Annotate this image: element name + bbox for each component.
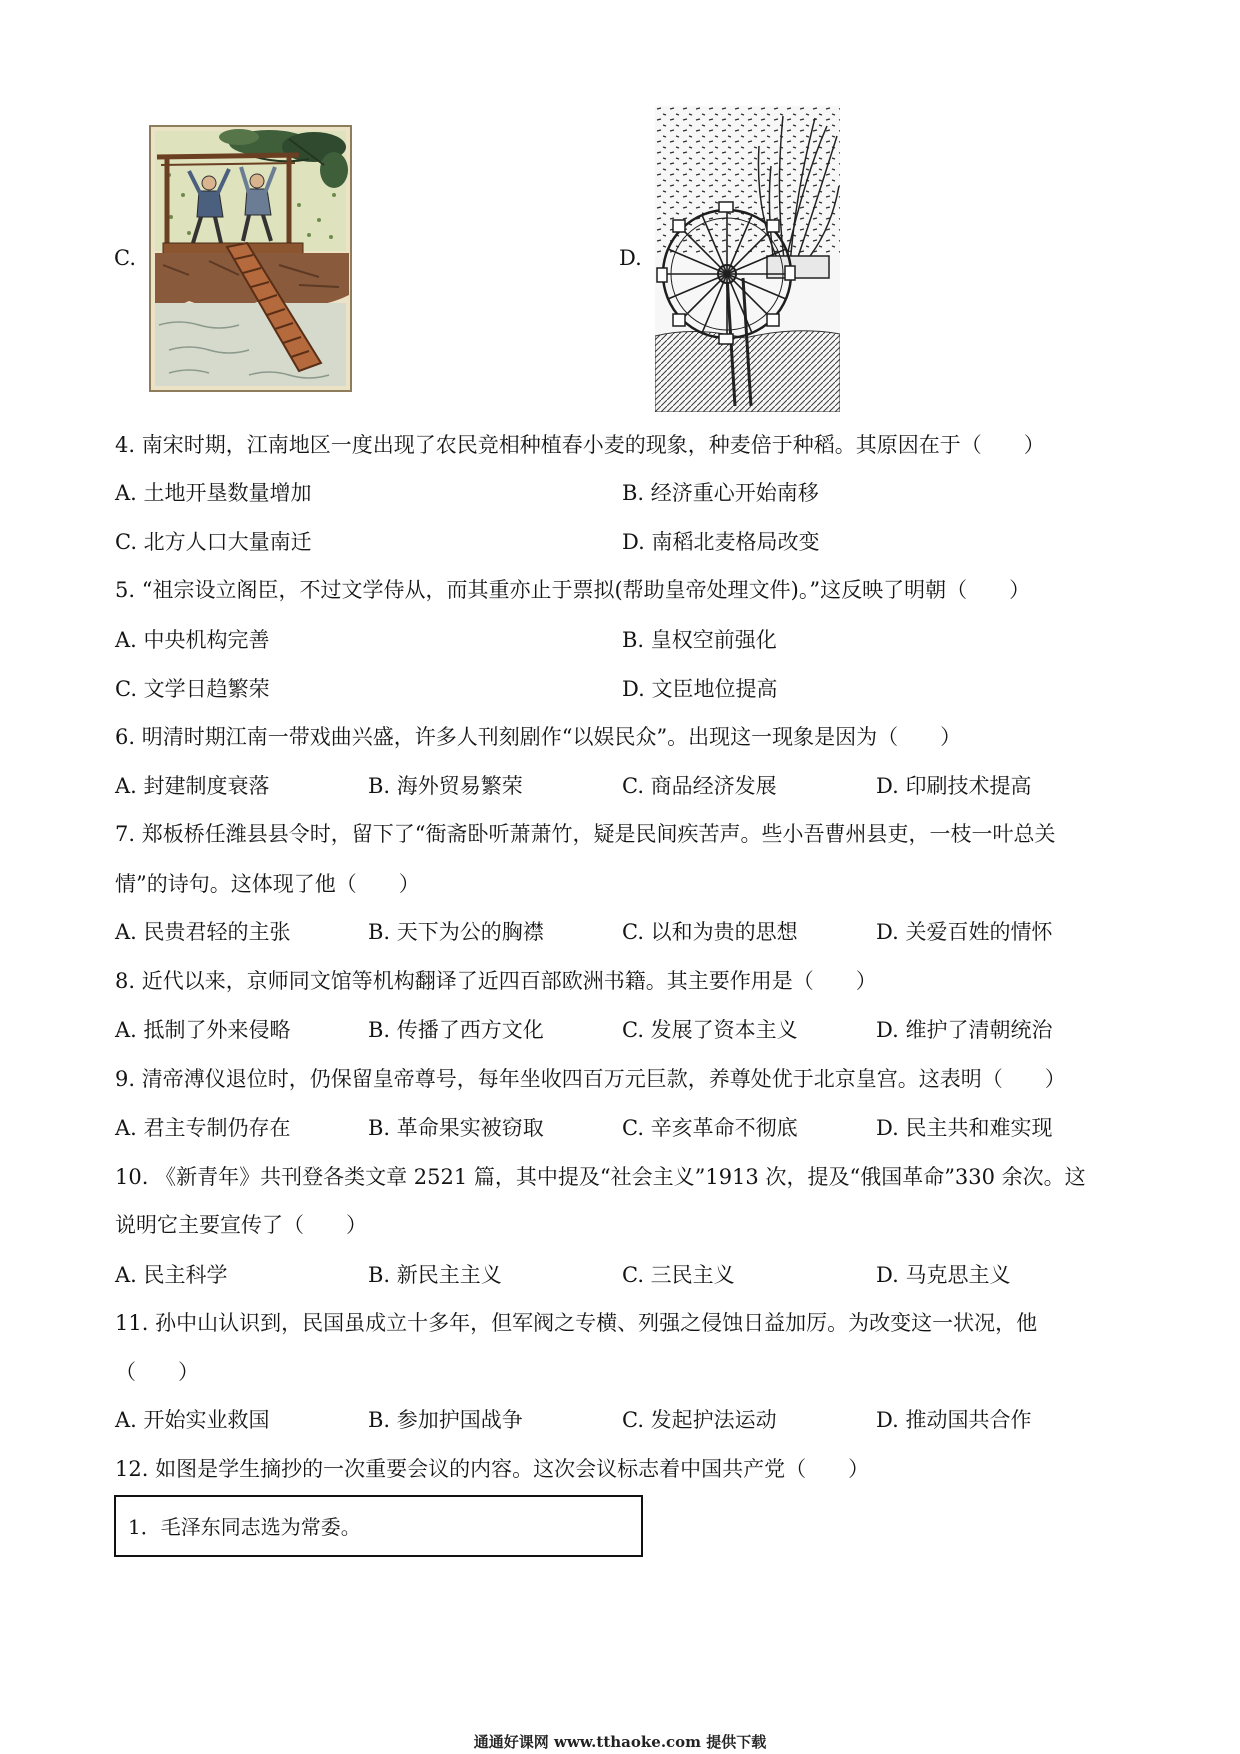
question-7-option-a: A. 民贵君轻的主张: [115, 920, 291, 944]
question-8-option-a: A. 抵制了外来侵略: [115, 1018, 291, 1042]
question-7-option-d: D. 关爱百姓的情怀: [876, 920, 1053, 944]
question-5-option-b: B. 皇权空前强化: [622, 628, 777, 652]
question-8-stem: 8. 近代以来，京师同文馆等机构翻译了近四百部欧洲书籍。其主要作用是（ ）: [115, 969, 877, 993]
question-4-option-b: B. 经济重心开始南移: [622, 481, 819, 505]
question-11-option-b: B. 参加护国战争: [368, 1408, 523, 1432]
question-6-stem: 6. 明清时期江南一带戏曲兴盛，许多人刊刻剧作“以娱民众”。出现这一现象是因为（ ）: [115, 725, 962, 749]
question-10-stem-continued: 说明它主要宣传了（ ）: [115, 1213, 367, 1237]
question-6-option-d: D. 印刷技术提高: [876, 774, 1032, 798]
question-8-option-b: B. 传播了西方文化: [368, 1018, 544, 1042]
question-4-stem: 4. 南宋时期，江南地区一度出现了农民竞相种植春小麦的现象，种麦倍于种稻。其原因在于（ ）: [115, 433, 1045, 457]
question-8-option-c: C. 发展了资本主义: [622, 1018, 798, 1042]
question-7-stem: 7. 郑板桥任潍县县令时，留下了“衙斋卧听萧萧竹，疑是民间疾苦声。些小吾曹州县吏，一枝一叶总关: [115, 822, 1056, 846]
question-9-option-a: A. 君主专制仍存在: [115, 1116, 291, 1140]
question-9-option-d: D. 民主共和难实现: [876, 1116, 1053, 1140]
question-10-option-a: A. 民主科学: [115, 1263, 228, 1287]
question-9-stem: 9. 清帝溥仪退位时，仍保留皇帝尊号，每年坐收四百万元巨款，养尊处优于北京皇宫。这表明（ ）: [115, 1067, 1066, 1091]
water-wheel-illustration: [655, 106, 840, 412]
question-5-option-c: C. 文学日趋繁荣: [115, 677, 270, 701]
question-4-option-a: A. 土地开垦数量增加: [115, 481, 312, 505]
question-7-stem-continued: 情”的诗句。这体现了他（ ）: [115, 872, 420, 896]
question-10-option-d: D. 马克思主义: [876, 1263, 1011, 1287]
question-9-option-b: B. 革命果实被窃取: [368, 1116, 544, 1140]
meeting-notes-box: [114, 1495, 643, 1557]
question-5-option-d: D. 文臣地位提高: [622, 677, 778, 701]
question-7-option-c: C. 以和为贵的思想: [622, 920, 798, 944]
question-11-stem: 11. 孙中山认识到，民国虽成立十多年，但军阀之专横、列强之侵蚀日益加厉。为改变这一状况，他: [115, 1311, 1038, 1335]
question-6-option-b: B. 海外贸易繁荣: [368, 774, 523, 798]
option-c-label: C.: [114, 246, 136, 270]
meeting-notes-text: 1．毛泽东同志选为常委。: [128, 1515, 361, 1539]
question-5-option-a: A. 中央机构完善: [115, 628, 270, 652]
question-12-stem: 12. 如图是学生摘抄的一次重要会议的内容。这次会议标志着中国共产党（ ）: [115, 1457, 870, 1481]
question-6-option-a: A. 封建制度衰落: [115, 774, 270, 798]
question-6-option-c: C. 商品经济发展: [622, 774, 777, 798]
question-7-option-b: B. 天下为公的胸襟: [368, 920, 544, 944]
question-11-option-a: A. 开始实业救国: [115, 1408, 270, 1432]
option-d-label: D.: [619, 246, 642, 270]
question-10-stem: 10. 《新青年》共刊登各类文章 2521 篇，其中提及“社会主义”1913 次，提及“俄国革命”330 余次。这: [115, 1165, 1086, 1189]
chain-pump-illustration: [149, 125, 352, 392]
page-footer: 通通好课网 www.tthaoke.com 提供下载: [473, 1733, 767, 1751]
question-11-stem-continued: （ ）: [115, 1360, 199, 1384]
question-11-option-c: C. 发起护法运动: [622, 1408, 777, 1432]
question-5-stem: 5. “祖宗设立阁臣，不过文学侍从，而其重亦止于票拟(帮助皇帝处理文件)。”这反映了明朝（ ）: [115, 578, 1031, 602]
question-10-option-b: B. 新民主主义: [368, 1263, 502, 1287]
question-4-option-c: C. 北方人口大量南迁: [115, 530, 312, 554]
question-9-option-c: C. 辛亥革命不彻底: [622, 1116, 798, 1140]
question-8-option-d: D. 维护了清朝统治: [876, 1018, 1053, 1042]
question-10-option-c: C. 三民主义: [622, 1263, 735, 1287]
question-4-option-d: D. 南稻北麦格局改变: [622, 530, 820, 554]
question-11-option-d: D. 推动国共合作: [876, 1408, 1032, 1432]
